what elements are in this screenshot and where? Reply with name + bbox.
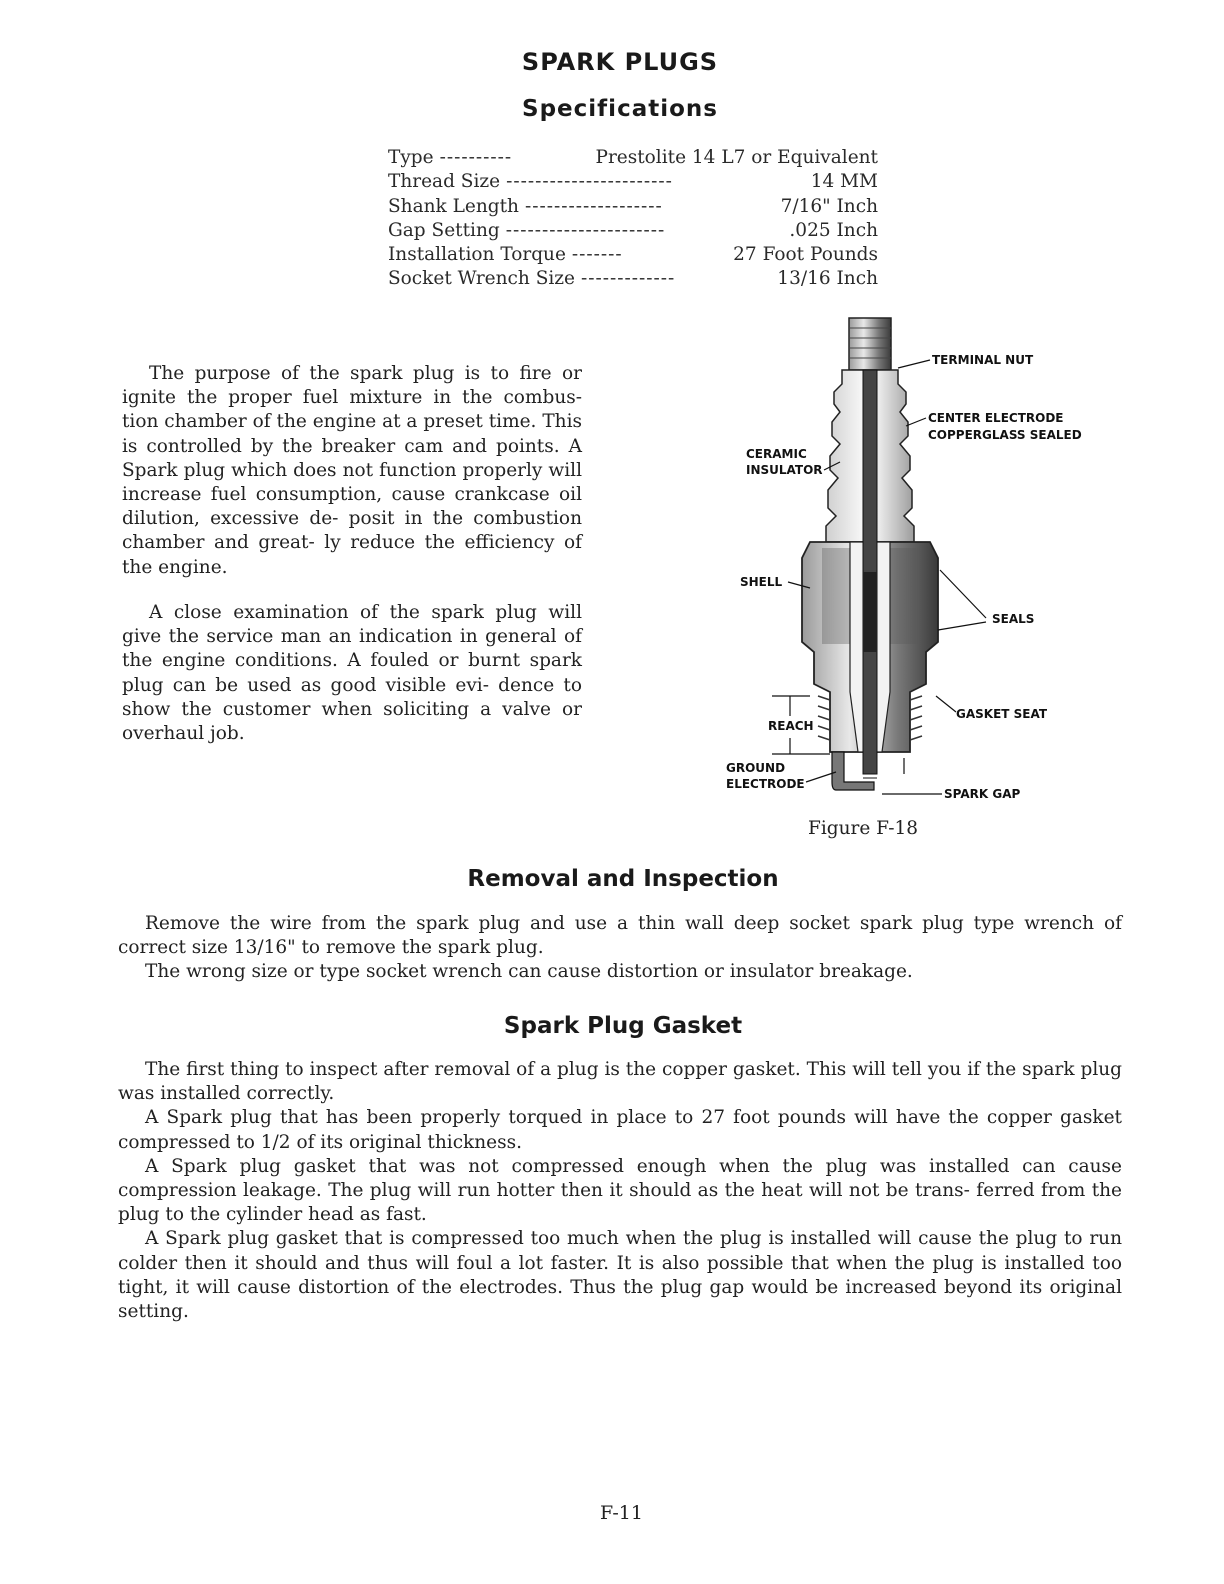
label-seals: SEALS	[992, 612, 1035, 626]
spec-label: Gap Setting	[388, 219, 500, 241]
label-reach: REACH	[768, 719, 814, 733]
label-ground: GROUND	[726, 761, 786, 775]
label-electrode: ELECTRODE	[726, 777, 805, 791]
paragraph-text: The purpose of the spark plug is to fire or ignite the proper fuel mixture in the combus- tion chamber of the engine at a preset time. This is controlled by the breaker cam and points. A Spark plug which does not function properly will increase fuel consumption, cause crankcase oil dilution, excessive de- posit in the combustion chamber and great- ly reduce the efficiency of the engine.	[122, 363, 582, 578]
label-copperglass-sealed: COPPERGLASS SEALED	[928, 428, 1082, 442]
spec-leader: ----------------------	[505, 219, 666, 241]
spec-value: .025 Inch	[789, 219, 878, 241]
removal-section	[118, 912, 1122, 985]
examination-paragraph	[122, 601, 582, 746]
label-terminal-nut: TERMINAL NUT	[932, 353, 1034, 367]
gasket-section	[118, 1058, 1122, 1324]
spec-value: 14 MM	[810, 171, 878, 193]
paragraph-text: A Spark plug gasket that is compressed too much when the plug is installed will cause the plug to run colder then it should and thus will foul a lot faster. It is also possible that when the plug is installed too tight, it will cause distortion of the electrodes. Thus the plug gap would be increased beyond its original setting.	[118, 1228, 1122, 1323]
label-gasket-seat: GASKET SEAT	[956, 707, 1048, 721]
paragraph-text: The wrong size or type socket wrench can cause distortion or insulator breakage.	[145, 961, 913, 983]
spec-row	[388, 267, 878, 291]
spec-row	[388, 146, 878, 170]
label-insulator: INSULATOR	[746, 463, 823, 477]
paragraph-text: A Spark plug that has been properly torqued in place to 27 foot pounds will have the copper gasket compressed to 1/2 of its original thickness.	[118, 1107, 1122, 1153]
spec-leader: -------------------	[524, 195, 663, 217]
spec-leader: -----------------------	[506, 171, 673, 193]
label-shell: SHELL	[740, 575, 783, 589]
spec-value: 7/16" Inch	[780, 195, 878, 217]
page-number: F-11	[600, 1502, 643, 1524]
removal-heading: Removal and Inspection	[467, 866, 779, 892]
spec-leader: -------------	[580, 268, 676, 290]
spec-leader: -------	[571, 244, 623, 266]
page-title: SPARK PLUGS	[521, 48, 719, 76]
paragraph-text: A close examination of the spark plug will give the service man an indication in general of the engine conditions. A fouled or burnt spark plug can be used as good visible evi- dence to show the customer when soliciting a valve or overhaul job.	[122, 602, 582, 745]
spec-row	[388, 243, 878, 267]
spec-table	[388, 146, 878, 292]
label-ceramic: CERAMIC	[746, 447, 807, 461]
spec-row	[388, 170, 878, 194]
spec-label: Installation Torque	[388, 244, 566, 266]
spec-label: Thread Size	[388, 171, 501, 193]
spec-row	[388, 195, 878, 219]
purpose-paragraph	[122, 362, 582, 580]
gasket-heading: Spark Plug Gasket	[503, 1013, 743, 1039]
terminal-nut-shape	[849, 318, 891, 370]
spec-leader: ----------	[439, 147, 513, 168]
spec-value: 27 Foot Pounds	[733, 244, 878, 266]
spec-label: Shank Length	[388, 195, 519, 217]
spec-value: Prestolite 14 L7 or Equivalent	[595, 147, 878, 168]
paragraph-text: Remove the wire from the spark plug and use a thin wall deep socket spark plug type wrench of correct size 13/16" to remove the spark plug.	[118, 913, 1122, 959]
spec-value: 13/16 Inch	[777, 268, 878, 290]
label-center-electrode: CENTER ELECTRODE	[928, 411, 1064, 425]
figure-caption: Figure F-18	[808, 818, 918, 839]
paragraph-text: The first thing to inspect after removal of a plug is the copper gasket. This will tell you if the spark plug was installed correctly.	[118, 1059, 1122, 1105]
label-spark-gap: SPARK GAP	[944, 787, 1021, 801]
spec-label: Type	[388, 147, 434, 168]
spark-plug-diagram	[660, 312, 1100, 812]
paragraph-text: A Spark plug gasket that was not compressed enough when the plug was installed can cause compression leakage. The plug will run hotter then it should as the heat will not be trans- ferred from the plug to the cylinder head as fast.	[118, 1155, 1122, 1226]
spec-label: Socket Wrench Size	[388, 268, 575, 290]
specifications-heading: Specifications	[522, 96, 718, 122]
spec-row	[388, 219, 878, 243]
